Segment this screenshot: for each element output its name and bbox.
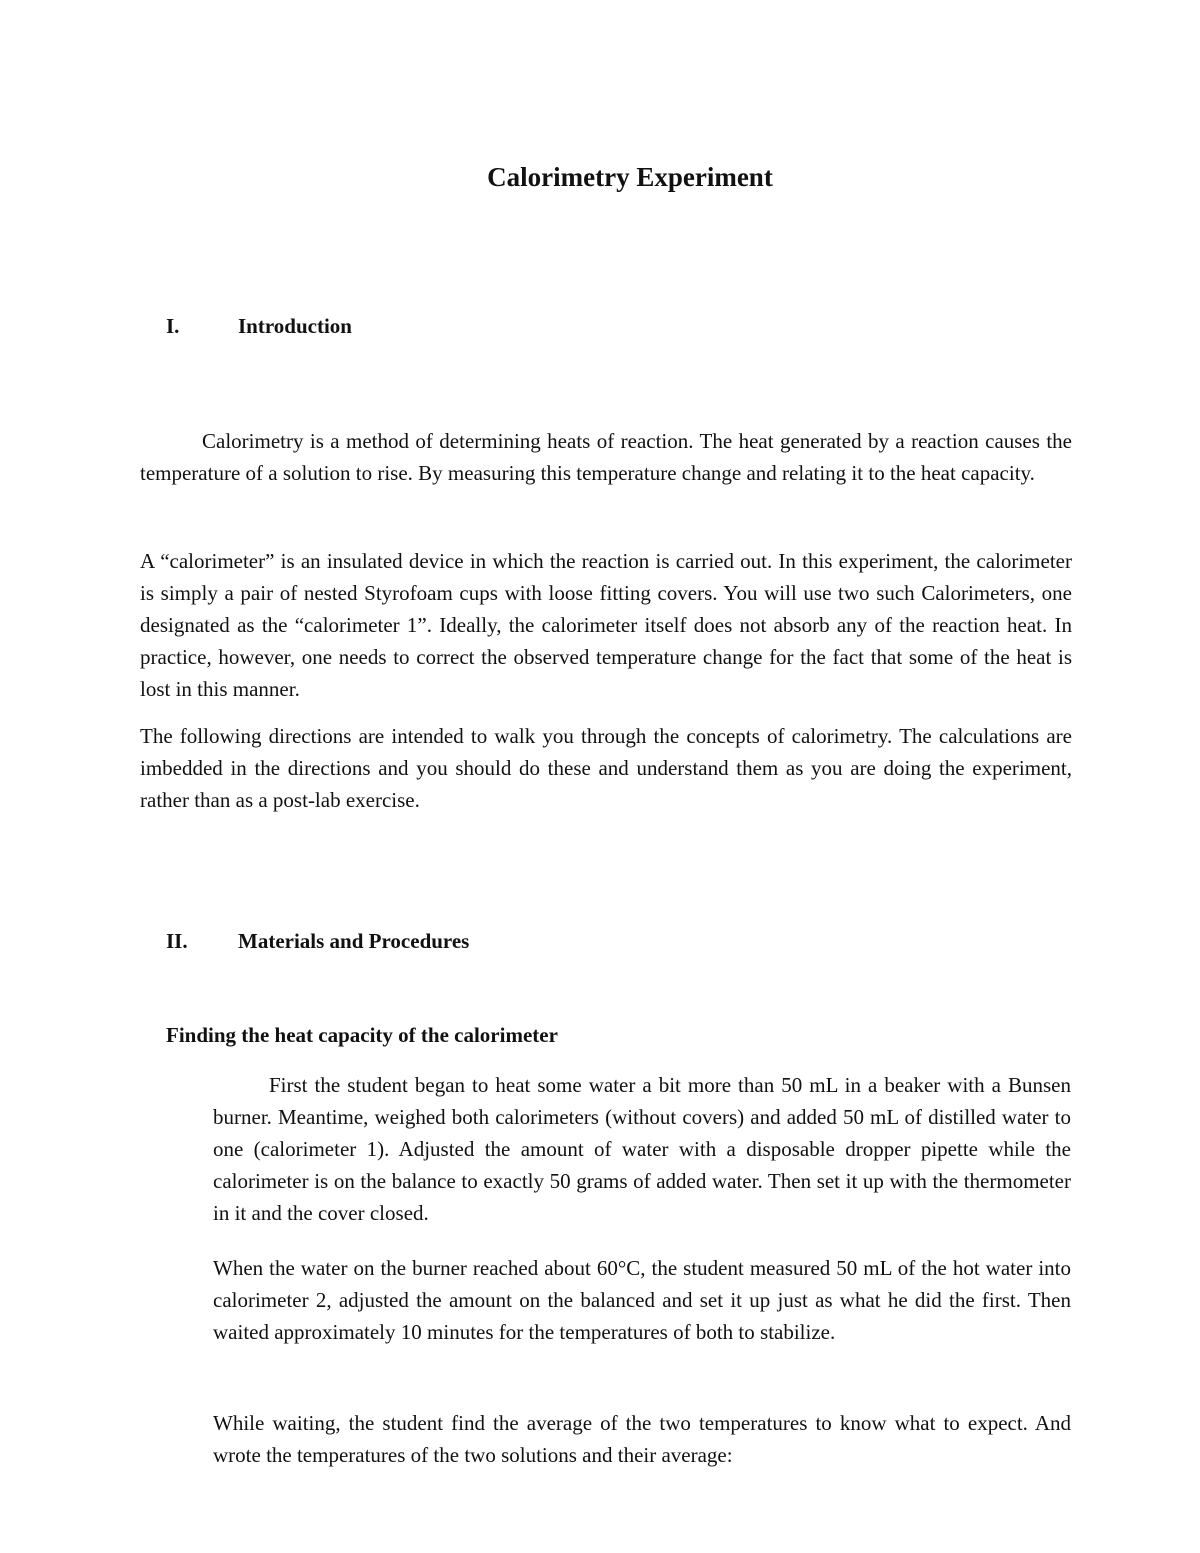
intro-paragraph-1: Calorimetry is a method of determining heats of reaction. The heat generated by a reaction causes the temperature of a solution to rise. By measuring this temperature change and relating it to the heat capacity. (140, 429, 1072, 485)
procedure-paragraph-3: While waiting, the student find the average of the two temperatures to know what to expect. And wrote the temperatures of the two solutions and their average: (213, 1411, 1071, 1467)
intro-paragraph-2: A “calorimeter” is an insulated device in which the reaction is carried out. In this experiment, the calorimeter is simply a pair of nested Styrofoam cups with loose fitting covers. You will use two such Calorimeters, one designated as the “calorimeter 1”. Ideally, the calorimeter itself does not absorb any of the reaction heat. In practice, however, one needs to correct the observed temperature change for the fact that some of the heat is lost in this manner. (140, 549, 1072, 701)
section-heading-introduction (166, 314, 352, 339)
section-heading-materials (166, 929, 469, 954)
page-title: Calorimetry Experiment (487, 162, 773, 192)
subheading-heat-capacity: Finding the heat capacity of the calorimeter (166, 1023, 558, 1047)
section-number: II. (166, 929, 188, 953)
section-title: Materials and Procedures (238, 929, 470, 953)
intro-paragraph-3: The following directions are intended to walk you through the concepts of calorimetry. The calculations are imbedded in the directions and you should do these and understand them as you are doing the experiment, rather than as a post-lab exercise. (140, 724, 1072, 812)
section-title: Introduction (238, 314, 352, 338)
section-number: I. (166, 314, 180, 338)
procedure-paragraph-1: First the student began to heat some water a bit more than 50 mL in a beaker with a Bunsen burner. Meantime, weighed both calorimeters (without covers) and added 50 mL of distilled water to one (calorimeter 1). Adjusted the amount of water with a disposable dropper pipette while the calorimeter is on the balance to exactly 50 grams of added water. Then set it up with the thermometer in it and the cover closed. (213, 1073, 1071, 1225)
procedure-paragraph-2: When the water on the burner reached about 60°C, the student measured 50 mL of the hot water into calorimeter 2, adjusted the amount on the balanced and set it up just as what he did the first. Then waited approximately 10 minutes for the temperatures of both to stabilize. (213, 1256, 1071, 1344)
